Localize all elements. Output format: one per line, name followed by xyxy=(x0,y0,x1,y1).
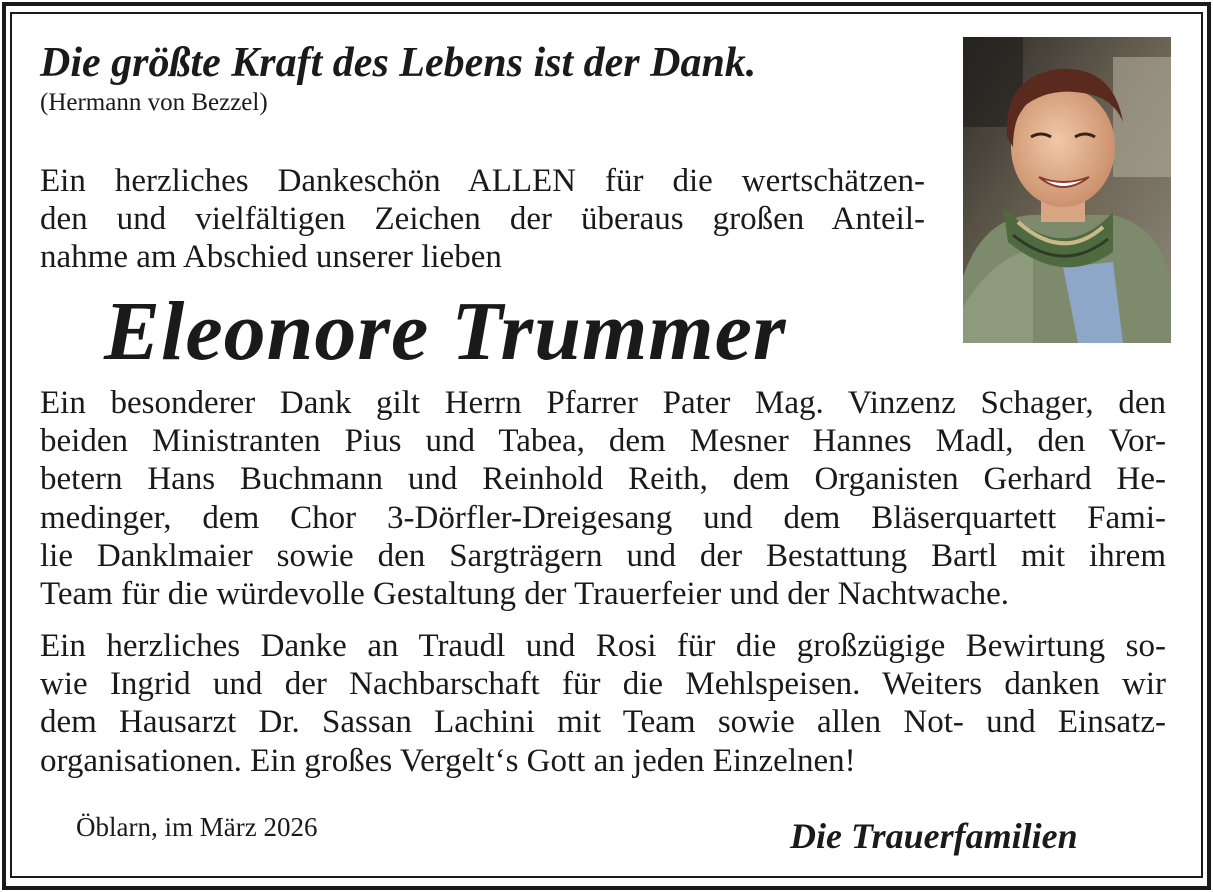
paragraph-line: organisationen. Ein großes Vergelt‘s Gott an jeden Einzelnen! xyxy=(40,742,856,779)
paragraph-line: Ein besonderer Dank gilt Herrn Pfarrer Pater Mag. Vinzenz Schager, den xyxy=(40,385,1166,421)
paragraph-line: betern Hans Buchmann und Reinhold Reith, dem Organisten Gerhard He- xyxy=(40,461,1166,498)
paragraph-line: medinger, dem Chor 3-Dörfler-Dreigesang und dem Bläserquartett Fami- xyxy=(40,499,1166,536)
thanks-paragraph-2 xyxy=(40,627,1166,780)
place-date: Öblarn, im März 2026 xyxy=(76,812,318,842)
paragraph-line: Ein herzliches Danke an Traudl und Rosi für die großzügige Bewirtung so- xyxy=(40,628,1166,664)
paragraph-line: beiden Ministranten Pius und Tabea, dem Mesner Hannes Madl, den Vor- xyxy=(40,423,1166,460)
signature: Die Trauerfamilien xyxy=(790,816,1078,856)
intro-line: den und vielfältigen Zeichen der überaus großen Anteil- xyxy=(40,201,925,237)
quote-author: (Hermann von Bezzel) xyxy=(40,89,268,116)
thanks-paragraph-1 xyxy=(40,384,1166,613)
paragraph-line: dem Hausarzt Dr. Sassan Lachini mit Team sowie allen Not- und Einsatz- xyxy=(40,704,1166,741)
paragraph-line: wie Ingrid und der Nachbarschaft für die Mehlspeisen. Weiters danken wir xyxy=(40,666,1166,703)
deceased-name: Eleonore Trummer xyxy=(104,285,787,378)
portrait-photo xyxy=(963,37,1171,343)
quote-heading: Die größte Kraft des Lebens ist der Dank. xyxy=(40,40,757,86)
intro-line: nahme am Abschied unserer lieben xyxy=(40,239,502,275)
intro-line: Ein herzliches Dankeschön ALLEN für die wertschätzen- xyxy=(40,163,925,199)
paragraph-line: Team für die würdevolle Gestaltung der Trauerfeier und der Nachtwache. xyxy=(40,575,1009,612)
intro-text xyxy=(40,162,925,276)
paragraph-line: lie Danklmaier sowie den Sargträgern und der Bestattung Bartl mit ihrem xyxy=(40,537,1166,574)
portrait-image xyxy=(963,37,1171,343)
